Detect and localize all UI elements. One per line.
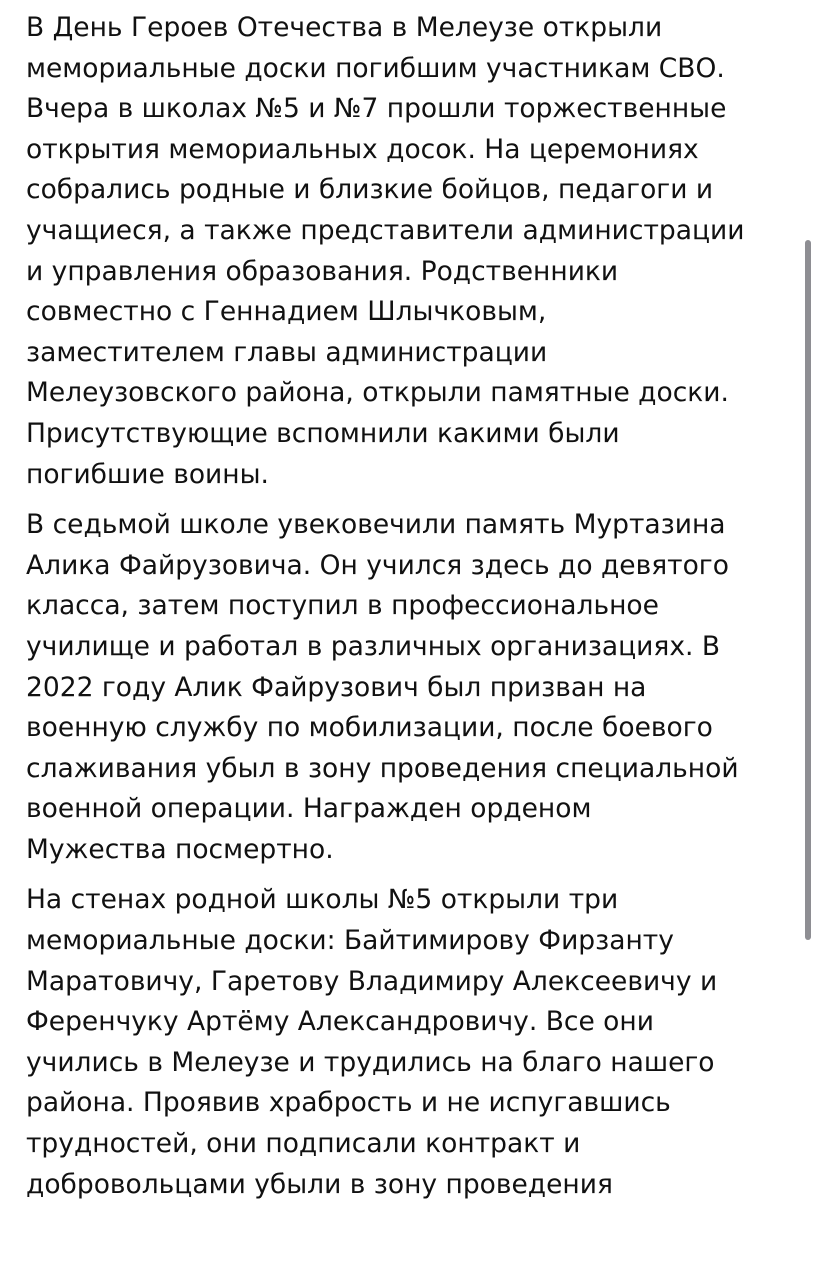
vertical-scrollbar[interactable] bbox=[804, 240, 812, 940]
paragraph-2 bbox=[26, 505, 796, 870]
text-line: открытия мемориальных досок. На церемониях bbox=[26, 133, 699, 165]
text-line: Вчера в школах №5 и №7 прошли торжественные bbox=[26, 93, 727, 125]
text-line: мемориальные доски погибшим участникам СВО. bbox=[26, 52, 725, 84]
text-line: класса, затем поступил в профессиональное bbox=[26, 590, 659, 622]
text-line: учащиеся, а также представители администрации bbox=[26, 214, 745, 246]
text-line: заместителем главы администрации bbox=[26, 336, 548, 368]
text-line: Ференчуку Артёму Александровичу. Все они bbox=[26, 1006, 654, 1038]
text-line: и управления образования. Родственники bbox=[26, 255, 619, 287]
text-line: слаживания убыл в зону проведения специальной bbox=[26, 752, 739, 784]
text-line: трудностей, они подписали контракт и bbox=[26, 1128, 581, 1160]
text-line: района. Проявив храбрость и не испугавшись bbox=[26, 1087, 671, 1119]
text-line: погибшие воины. bbox=[26, 458, 269, 490]
paragraph-1 bbox=[26, 8, 796, 495]
text-line: добровольцами убыли в зону проведения bbox=[26, 1168, 613, 1200]
text-line: Мелеузовского района, открыли памятные доски. bbox=[26, 377, 729, 409]
text-line: Мужества посмертно. bbox=[26, 833, 334, 865]
scrollbar-thumb[interactable] bbox=[805, 240, 811, 940]
text-line: совместно с Геннадием Шлычковым, bbox=[26, 296, 547, 328]
text-line: Маратовичу, Гаретову Владимиру Алексеевичу и bbox=[26, 965, 718, 997]
text-line: Присутствующие вспомнили какими были bbox=[26, 417, 620, 449]
text-line: На стенах родной школы №5 открыли три bbox=[26, 884, 619, 916]
text-line: собрались родные и близкие бойцов, педагоги и bbox=[26, 174, 714, 206]
text-line: Алика Файрузовича. Он учился здесь до девятого bbox=[26, 549, 729, 581]
text-line: училище и работал в различных организациях. В bbox=[26, 630, 721, 662]
text-line: учились в Мелеузе и трудились на благо нашего bbox=[26, 1046, 715, 1078]
text-line: 2022 году Алик Файрузович был призван на bbox=[26, 671, 647, 703]
text-line: военную службу по мобилизации, после боевого bbox=[26, 712, 713, 744]
text-line: В День Героев Отечества в Мелеузе открыли bbox=[26, 12, 663, 43]
post-text bbox=[26, 8, 796, 1215]
text-line: В седьмой школе увековечили память Муртазина bbox=[26, 509, 726, 541]
text-line: военной операции. Награжден орденом bbox=[26, 793, 592, 825]
text-line: мемориальные доски: Байтимирову Фирзанту bbox=[26, 925, 674, 957]
paragraph-3 bbox=[26, 880, 796, 1205]
